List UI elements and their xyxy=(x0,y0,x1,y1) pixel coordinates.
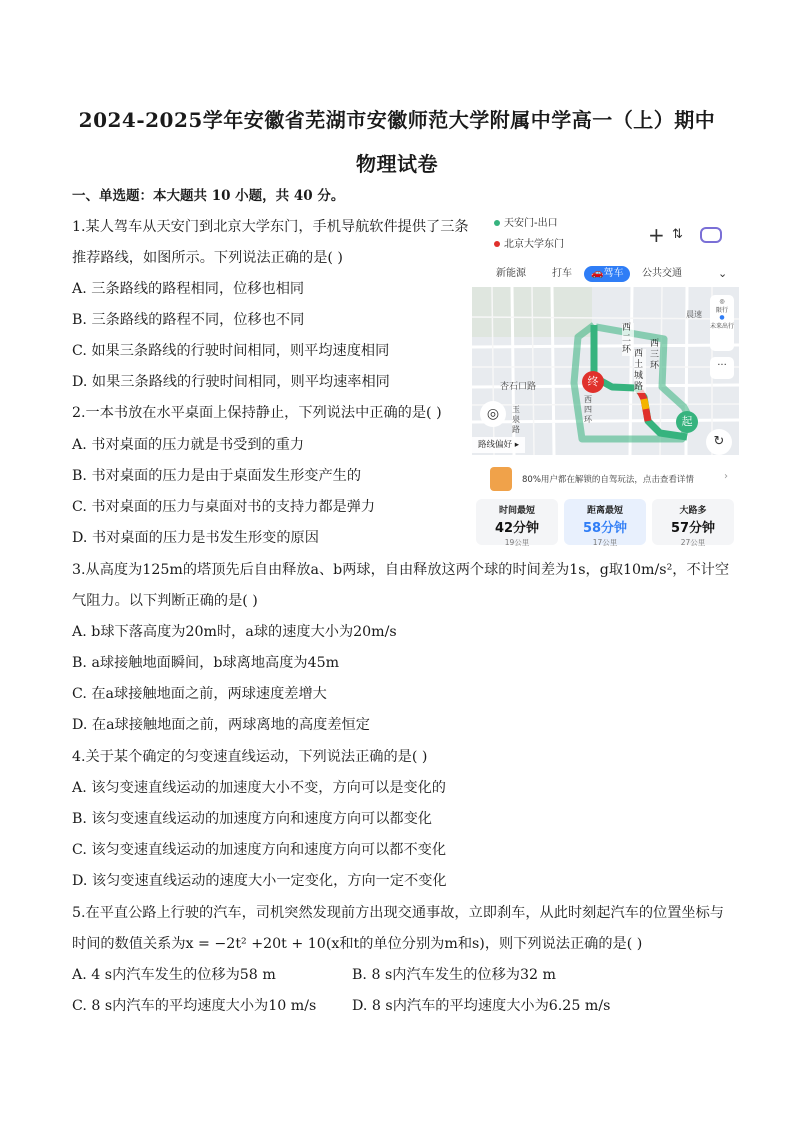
q1-option-c: C. 如果三条路线的行驶时间相同，则平均速度相同 xyxy=(72,343,390,359)
route-card-heading: 距离最短 xyxy=(586,506,623,516)
q5-option-c: C. 8 s内汽车的平均速度大小为10 m/s xyxy=(72,998,317,1014)
route-map[interactable] xyxy=(472,287,739,455)
nav-to-text: 北京大学东门 xyxy=(504,239,564,250)
refresh-icon[interactable]: ↻ xyxy=(706,429,732,455)
q4-stem: 4.关于某个确定的匀变速直线运动，下列说法正确的是( ) xyxy=(72,749,428,765)
start-marker[interactable]: 起 xyxy=(676,411,698,433)
chevron-right-icon: › xyxy=(724,471,728,482)
restriction-label: 限行 xyxy=(715,307,728,314)
end-marker[interactable]: 终 xyxy=(582,371,604,393)
q2-option-c: C. 书对桌面的压力与桌面对书的支持力都是弹力 xyxy=(72,499,376,515)
q1-option-a: A. 三条路线的路程相同，位移也相同 xyxy=(72,281,305,297)
road-label-chensu: 晨速 xyxy=(686,310,702,319)
nav-to xyxy=(482,235,669,255)
vehicle-icon[interactable] xyxy=(700,227,722,243)
road-label-yuquan-road: 玉泉路 xyxy=(512,405,520,434)
tab-new-energy[interactable]: 新能源 xyxy=(496,268,526,279)
route-card-distance: 19公里 xyxy=(504,538,530,547)
route-card-heading: 时间最短 xyxy=(498,506,535,516)
q5-option-a: A. 4 s内汽车发生的位移为58 m xyxy=(72,967,276,983)
q1-option-d: D. 如果三条路线的行驶时间相同，则平均速率相同 xyxy=(72,374,390,390)
route-option-cards xyxy=(472,497,739,548)
chevron-down-icon[interactable]: ⌄ xyxy=(718,267,728,280)
q3-stem-line2: 气阻力。以下判断正确的是( ) xyxy=(72,593,258,609)
tab-taxi[interactable]: 打车 xyxy=(552,268,572,279)
route-card-shortest[interactable] xyxy=(564,499,646,545)
road-label-west-2nd-ring: 西二环 xyxy=(622,323,634,356)
q5-option-b: B. 8 s内汽车发生的位移为32 m xyxy=(352,967,556,983)
road-label-west-4th-ring: 西四环 xyxy=(584,395,592,424)
future-travel-label: 未来出行 xyxy=(710,323,735,330)
q3-option-d: D. 在a球接触地面之前，两球离地的高度差恒定 xyxy=(72,717,370,733)
promo-car-icon xyxy=(490,467,512,491)
road-label-xingshikou-road: 杏石口路 xyxy=(500,382,537,392)
route-preference-button[interactable] xyxy=(472,437,525,453)
car-icon: 🚗 xyxy=(591,268,604,279)
section-heading: 一、单选题：本大题共 10 小题，共 40 分。 xyxy=(72,188,345,204)
route-card-distance: 17公里 xyxy=(592,538,618,547)
promo-text: 80%用户都在解锁的自驾玩法，点击查看详情 xyxy=(522,475,694,485)
q3-option-c: C. 在a球接触地面之前，两球速度差增大 xyxy=(72,686,327,702)
page-title-line1: 2024-2025学年安徽省芜湖市安徽师范大学附属中学高一（上）期中 xyxy=(78,108,716,132)
q2-option-a: A. 书对桌面的压力就是书受到的重力 xyxy=(72,437,305,453)
q2-option-b: B. 书对桌面的压力是由于桌面发生形变产生的 xyxy=(72,468,362,484)
road-label-west-3rd-ring: 西三环 xyxy=(650,339,660,371)
route-card-distance: 27公里 xyxy=(680,538,706,547)
q5-stem-line1: 5.在平直公路上行驶的汽车，司机突然发现前方出现交通事故，立即刹车，从此时刻起汽车的位置坐标与 xyxy=(72,905,724,921)
q3-stem-line1: 3.从高度为125m的塔顶先后自由释放a、b两球，自由释放这两个球的时间差为1s，g取10m/s²，不计空 xyxy=(72,562,730,578)
road-label-xitucheng-road: 西土城路 xyxy=(634,349,646,393)
q3-option-b: B. a球接触地面瞬间，b球离地高度为45m xyxy=(72,655,340,671)
play-icon: ▸ xyxy=(512,440,519,450)
more-options-icon[interactable]: ··· xyxy=(710,357,734,379)
q1-stem-line2: 推荐路线，如图所示。下列说法正确的是( ) xyxy=(72,250,343,266)
q1-stem-line1: 1.某人驾车从天安门到北京大学东门，手机导航软件提供了三条 xyxy=(72,219,469,235)
route-card-time: 42分钟 xyxy=(494,521,540,536)
restriction-icon[interactable]: ◎ xyxy=(719,298,725,305)
map-side-controls xyxy=(710,295,734,351)
route-card-heading: 大路多 xyxy=(679,506,707,516)
q4-option-c: C. 该匀变速直线运动的加速度方向和速度方向可以都不变化 xyxy=(72,842,447,858)
origin-dot-icon xyxy=(494,220,500,226)
tab-public-transit[interactable]: 公共交通 xyxy=(642,268,682,279)
q2-stem: 2.一本书放在水平桌面上保持静止，下列说法中正确的是( ) xyxy=(72,405,442,421)
q1-option-b: B. 三条路线的路程不同，位移也不同 xyxy=(72,312,305,328)
q5-stem-line2: 时间的数值关系为x = −2t² +20t + 10(x和t的单位分别为m和s)，则下列说法正确的是( ) xyxy=(72,936,643,952)
q5-option-d: D. 8 s内汽车的平均速度大小为6.25 m/s xyxy=(352,998,611,1014)
route-card-time: 57分钟 xyxy=(670,521,716,536)
promo-banner[interactable] xyxy=(472,463,739,495)
q4-option-b: B. 该匀变速直线运动的加速度方向和速度方向可以都变化 xyxy=(72,811,432,827)
nav-header xyxy=(472,211,739,263)
route-card-fastest[interactable] xyxy=(476,499,558,545)
q2-option-d: D. 书对桌面的压力是书发生形变的原因 xyxy=(72,530,319,546)
nav-from xyxy=(482,214,669,234)
nav-mode-tabs xyxy=(472,263,739,285)
destination-dot-icon xyxy=(494,241,500,247)
nav-from-text: 天安门-出口 xyxy=(504,218,558,229)
locate-icon[interactable]: ◎ xyxy=(480,401,506,427)
add-waypoint-icon[interactable]: + xyxy=(648,223,665,247)
tab-drive[interactable] xyxy=(584,266,630,282)
q3-option-a: A. b球下落高度为20m时，a球的速度大小为20m/s xyxy=(72,624,397,640)
q4-option-a: A. 该匀变速直线运动的加速度大小不变，方向可以是变化的 xyxy=(72,780,446,796)
q4-option-d: D. 该匀变速直线运动的速度大小一定变化，方向一定不变化 xyxy=(72,873,447,889)
page-title-line2: 物理试卷 xyxy=(356,152,438,176)
future-travel-icon[interactable]: ● xyxy=(719,314,725,321)
route-card-time: 58分钟 xyxy=(582,521,628,536)
route-card-main-roads[interactable] xyxy=(652,499,734,545)
tab-drive-label: 驾车 xyxy=(603,268,624,279)
route-preference-label: 路线偏好 xyxy=(478,440,513,450)
swap-route-icon[interactable]: ⇅ xyxy=(672,227,683,242)
navigation-screenshot-figure xyxy=(472,211,739,548)
